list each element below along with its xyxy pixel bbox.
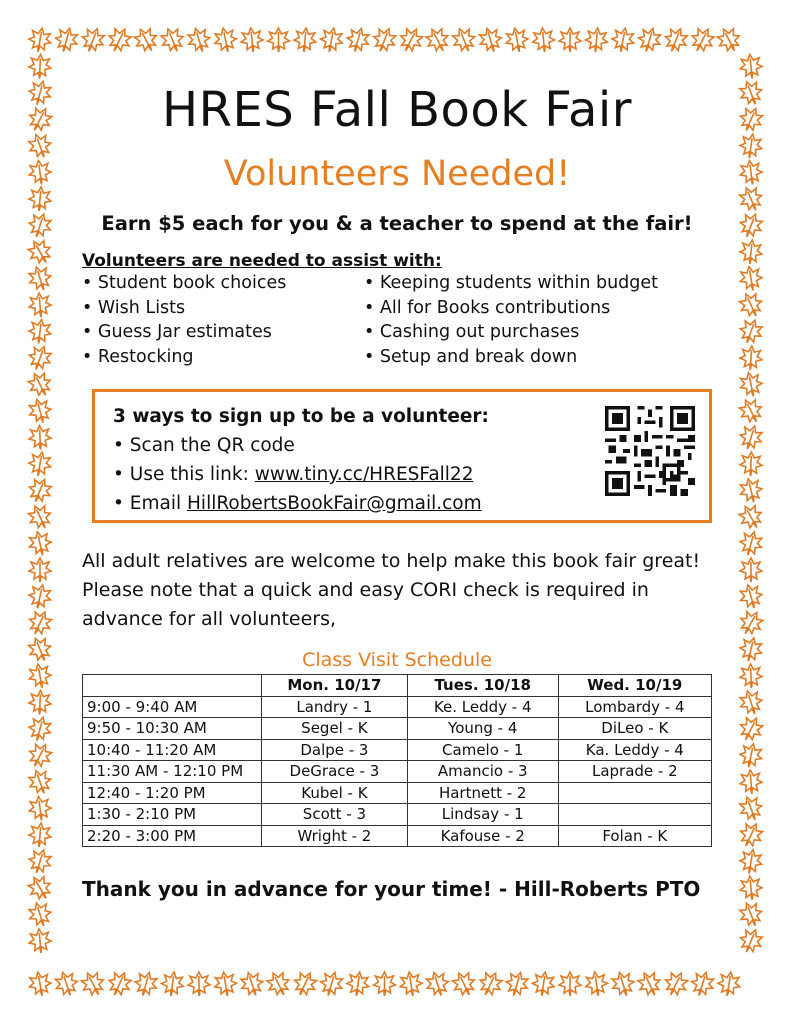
leaf-icon: [739, 769, 763, 794]
signup-email-link[interactable]: HillRobertsBookFair@gmail.com: [187, 493, 482, 514]
class-cell: Camelo - 1: [407, 739, 558, 761]
subtitle: Volunteers Needed!: [223, 154, 571, 194]
leaf-icon: [131, 24, 162, 56]
time-cell: 1:30 - 2:10 PM: [83, 804, 262, 826]
leaf-icon: [449, 25, 478, 55]
leaf-icon: [396, 24, 426, 55]
leaf-icon: [661, 968, 691, 999]
leaf-icon: [105, 969, 135, 1000]
leaf-icon: [24, 872, 55, 904]
leaf-icon: [27, 450, 53, 477]
leaf-icon: [504, 26, 530, 54]
leaf-icon: [422, 24, 453, 55]
leaf-icon: [738, 742, 764, 770]
time-cell: 2:20 - 3:00 PM: [83, 825, 262, 847]
leaf-icon: [738, 635, 765, 663]
class-cell: Wright - 2: [262, 825, 408, 847]
column-header: Wed. 10/19: [558, 675, 711, 697]
leaf-icon: [610, 26, 636, 54]
leaf-icon: [27, 582, 54, 610]
class-cell: Lindsay - 1: [407, 804, 558, 826]
page-title: HRES Fall Book Fair: [162, 82, 632, 138]
leaf-icon: [132, 969, 160, 998]
leaf-icon: [188, 972, 210, 996]
leaf-icon: [373, 972, 395, 996]
tasks-list: [82, 271, 712, 369]
leaf-icon: [53, 25, 81, 54]
leaf-icon: [738, 133, 763, 160]
leaf-icon: [25, 104, 56, 135]
leaf-icon: [26, 900, 54, 930]
leaf-icon: [212, 26, 238, 54]
leaf-icon: [28, 318, 53, 345]
leaf-icon: [739, 54, 763, 80]
class-cell: DeGrace - 3: [262, 761, 408, 783]
table-row: [83, 718, 712, 740]
class-cell: DiLeo - K: [558, 718, 711, 740]
leaf-icon: [475, 968, 505, 999]
leaf-icon: [739, 159, 764, 186]
leaf-icon: [740, 558, 762, 582]
leaf-icon: [26, 715, 53, 744]
time-cell: 12:40 - 1:20 PM: [83, 782, 262, 804]
class-cell: Hartnett - 2: [407, 782, 558, 804]
leaf-icon: [240, 27, 264, 53]
task-item: • Wish Lists: [82, 296, 364, 321]
leaf-icon: [737, 423, 765, 453]
signup-link[interactable]: www.tiny.cc/HRESFall22: [254, 464, 474, 485]
signup-link-prefix: Use this link:: [129, 464, 255, 485]
leaf-icon: [736, 184, 766, 215]
table-row: [83, 782, 712, 804]
leaf-icon: [737, 794, 766, 824]
leaf-icon: [28, 795, 53, 822]
leaf-icon: [738, 476, 765, 504]
leaf-icon: [25, 501, 55, 532]
leaf-icon: [27, 970, 53, 997]
class-cell: [558, 782, 711, 804]
leaf-icon: [688, 969, 716, 999]
class-cell: Amancio - 3: [407, 761, 558, 783]
leaf-icon: [25, 369, 56, 400]
task-item: • Restocking: [82, 345, 364, 370]
leaf-icon: [52, 969, 80, 999]
leaf-icon: [740, 452, 763, 477]
leaf-icon: [25, 740, 56, 771]
leaf-icon: [423, 969, 451, 999]
schedule-title: Class Visit Schedule: [302, 649, 492, 671]
leaf-icon: [318, 26, 344, 54]
leaf-icon: [531, 971, 556, 998]
leaf-icon: [344, 25, 372, 54]
table-row: [83, 761, 712, 783]
class-cell: Landry - 1: [262, 696, 408, 718]
class-cell: Kafouse - 2: [407, 825, 558, 847]
time-cell: 9:50 - 10:30 AM: [83, 718, 262, 740]
leaf-icon: [27, 662, 53, 689]
leaf-icon: [28, 292, 52, 318]
leaf-icon: [28, 159, 53, 186]
class-cell: Laprade - 2: [558, 761, 711, 783]
table-row: [83, 804, 712, 826]
leaf-icon: [714, 24, 744, 55]
leaf-icon: [25, 475, 55, 506]
leaf-icon: [736, 104, 766, 135]
class-cell: Dalpe - 3: [262, 739, 408, 761]
tasks-left-column: [82, 271, 364, 369]
leaf-icon: [104, 24, 134, 55]
leaf-icon: [26, 79, 53, 108]
leaf-icon: [25, 634, 55, 665]
leaf-icon: [27, 26, 53, 53]
column-header: Mon. 10/17: [262, 675, 408, 697]
time-cell: 10:40 - 11:20 AM: [83, 739, 262, 761]
leaf-icon: [739, 239, 763, 265]
class-cell: Kubel - K: [262, 782, 408, 804]
leaf-icon: [687, 24, 718, 55]
leaf-icon: [160, 971, 185, 998]
leaf-icon: [293, 27, 317, 53]
leaf-icon: [584, 971, 609, 998]
leaf-icon: [28, 822, 52, 848]
leaf-icon: [736, 713, 766, 744]
leaf-icon: [738, 265, 764, 292]
schedule-table: [82, 674, 712, 847]
leaf-icon: [738, 371, 764, 399]
leaf-icon: [398, 970, 423, 997]
leaf-icon: [26, 767, 55, 797]
class-cell: [558, 804, 711, 826]
leaf-icon: [739, 345, 763, 370]
leaf-icon: [28, 928, 52, 954]
leaf-icon: [737, 688, 765, 718]
class-cell: Lombardy - 4: [558, 696, 711, 718]
leaf-icon: [736, 289, 766, 320]
task-item: • All for Books contributions: [364, 296, 658, 321]
leaf-icon: [213, 970, 239, 997]
leaf-icon: [609, 969, 637, 998]
column-header: [83, 675, 262, 697]
leaf-icon: [736, 78, 765, 108]
signup-scan: • Scan the QR code: [113, 431, 691, 460]
leaf-icon: [28, 690, 51, 715]
leaf-icon: [740, 664, 763, 689]
schedule-header-row: [83, 675, 712, 697]
leaf-icon: [736, 899, 765, 929]
table-row: [83, 696, 712, 718]
class-cell: Segel - K: [262, 718, 408, 740]
class-cell: Ka. Leddy - 4: [558, 739, 711, 761]
leaf-icon: [636, 25, 664, 54]
leaf-icon: [318, 969, 346, 998]
leaf-icon: [736, 395, 766, 426]
leaf-icon: [238, 969, 266, 999]
leaf-icon: [661, 25, 690, 55]
signup-heading: 3 ways to sign up to be a volunteer:: [113, 406, 489, 427]
leaf-icon: [737, 529, 765, 558]
leaf-icon: [267, 28, 289, 52]
leaf-icon: [24, 236, 55, 268]
table-row: [83, 739, 712, 761]
leaf-icon: [737, 317, 766, 347]
leaf-icon: [158, 25, 188, 56]
leaf-icon: [584, 27, 608, 53]
task-item: • Student book choices: [82, 271, 364, 296]
class-cell: Ke. Leddy - 4: [407, 696, 558, 718]
leaf-icon: [25, 607, 55, 638]
leaf-icon: [26, 397, 53, 426]
leaf-icon: [78, 25, 107, 55]
leaf-icon: [738, 848, 764, 875]
earn-line: Earn $5 each for you & a teacher to spend at the fair!: [101, 212, 693, 235]
tasks-right-column: [364, 271, 658, 369]
leaf-icon: [736, 501, 767, 533]
leaf-icon: [736, 926, 766, 957]
time-cell: 11:30 AM - 12:10 PM: [83, 761, 262, 783]
leaf-icon: [477, 25, 505, 54]
leaf-icon: [29, 558, 51, 582]
leaf-icon: [736, 607, 767, 639]
leaf-icon: [370, 25, 399, 55]
leaf-icon: [716, 970, 741, 997]
leaf-icon: [739, 875, 763, 901]
task-item: • Cashing out purchases: [364, 320, 658, 345]
leaf-icon: [78, 968, 108, 999]
leaf-icon: [28, 186, 52, 212]
leaf-icon: [185, 25, 213, 54]
flyer-content: [82, 80, 712, 901]
qr-code-icon[interactable]: [605, 406, 695, 496]
leaf-icon: [559, 972, 581, 996]
leaf-icon: [737, 582, 765, 611]
signup-email-prefix: Email: [129, 493, 188, 514]
leaf-icon: [27, 529, 54, 557]
leaf-icon: [28, 425, 51, 450]
leaf-icon: [26, 211, 54, 241]
time-cell: 9:00 - 9:40 AM: [83, 696, 262, 718]
leaf-icon: [26, 343, 55, 373]
leaf-icon: [26, 131, 55, 161]
class-cell: Scott - 3: [262, 804, 408, 826]
leaf-icon: [736, 819, 766, 850]
leaf-icon: [736, 210, 765, 240]
leaf-icon: [531, 27, 555, 53]
tasks-heading: Volunteers are needed to assist with:: [82, 251, 442, 271]
leaf-icon: [290, 968, 320, 999]
volunteer-note: All adult relatives are welcome to help make this book fair great! Please note that a quick and easy CORI check is required in advance for all volunteers,: [82, 550, 701, 630]
leaf-icon: [26, 264, 54, 294]
leaf-icon: [28, 54, 51, 79]
thanks-line: Thank you in advance for your time! - Hill-Roberts PTO: [82, 877, 701, 901]
class-cell: Folan - K: [558, 825, 711, 847]
leaf-icon: [503, 969, 531, 998]
leaf-icon: [26, 847, 54, 877]
task-item: • Keeping students within budget: [364, 271, 658, 296]
column-header: Tues. 10/18: [407, 675, 558, 697]
table-row: [83, 825, 712, 847]
leaf-icon: [345, 971, 370, 998]
task-item: • Setup and break down: [364, 345, 658, 370]
leaf-icon: [263, 968, 293, 999]
leaf-icon: [449, 968, 479, 999]
leaf-icon: [559, 28, 581, 52]
leaf-icon: [634, 968, 664, 999]
class-cell: Young - 4: [407, 718, 558, 740]
signup-box: [92, 389, 712, 523]
task-item: • Guess Jar estimates: [82, 320, 364, 345]
